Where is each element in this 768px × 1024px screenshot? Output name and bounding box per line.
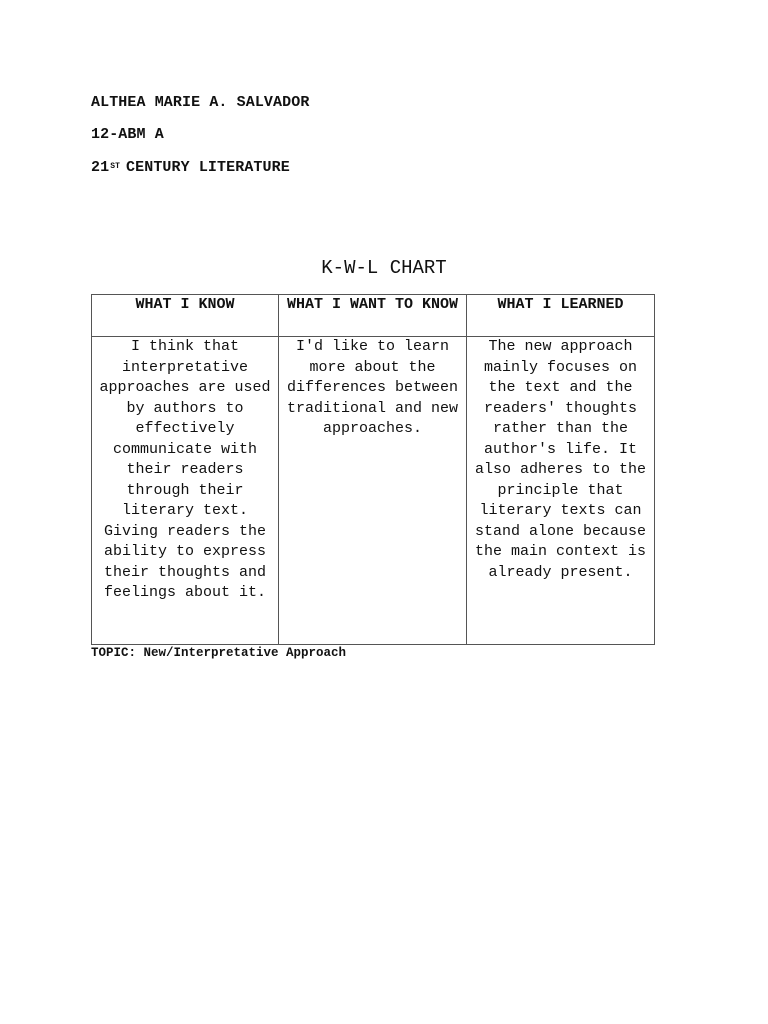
subject-superscript: ST <box>110 162 121 171</box>
subject-rest: CENTURY LITERATURE <box>126 159 290 176</box>
table-header-row <box>92 295 655 337</box>
header-what-i-learned: WHAT I LEARNED <box>467 295 655 337</box>
kwl-table <box>91 294 655 645</box>
cell-what-i-learned <box>467 337 655 645</box>
student-section: 12-ABM A <box>91 126 164 143</box>
table-row <box>92 337 655 645</box>
header-what-i-want-to-know: WHAT I WANT TO KNOW <box>279 295 467 337</box>
subject-title <box>91 159 290 177</box>
topic-label: TOPIC: New/Interpretative Approach <box>91 646 347 660</box>
subject-prefix: 21 <box>91 159 110 176</box>
cell-text-learned: The new approach mainly focuses on the text and the readers' thoughts rather than the author's life. It also adheres to the principle that literary texts can stand alone because the main context is already present. <box>474 338 647 581</box>
cell-text-want: I'd like to learn more about the differences between traditional and new approaches. <box>286 338 459 437</box>
header-what-i-know: WHAT I KNOW <box>92 295 279 337</box>
cell-text-know: I think that interpretative approaches are used by authors to effectively communicate with their readers through their literary text. Giving readers the ability to express their thoughts and feelings about it. <box>99 338 271 601</box>
cell-what-i-know <box>92 337 279 645</box>
cell-what-i-want-to-know <box>279 337 467 645</box>
chart-title: K-W-L CHART <box>321 257 447 279</box>
student-name: ALTHEA MARIE A. SALVADOR <box>91 94 310 111</box>
